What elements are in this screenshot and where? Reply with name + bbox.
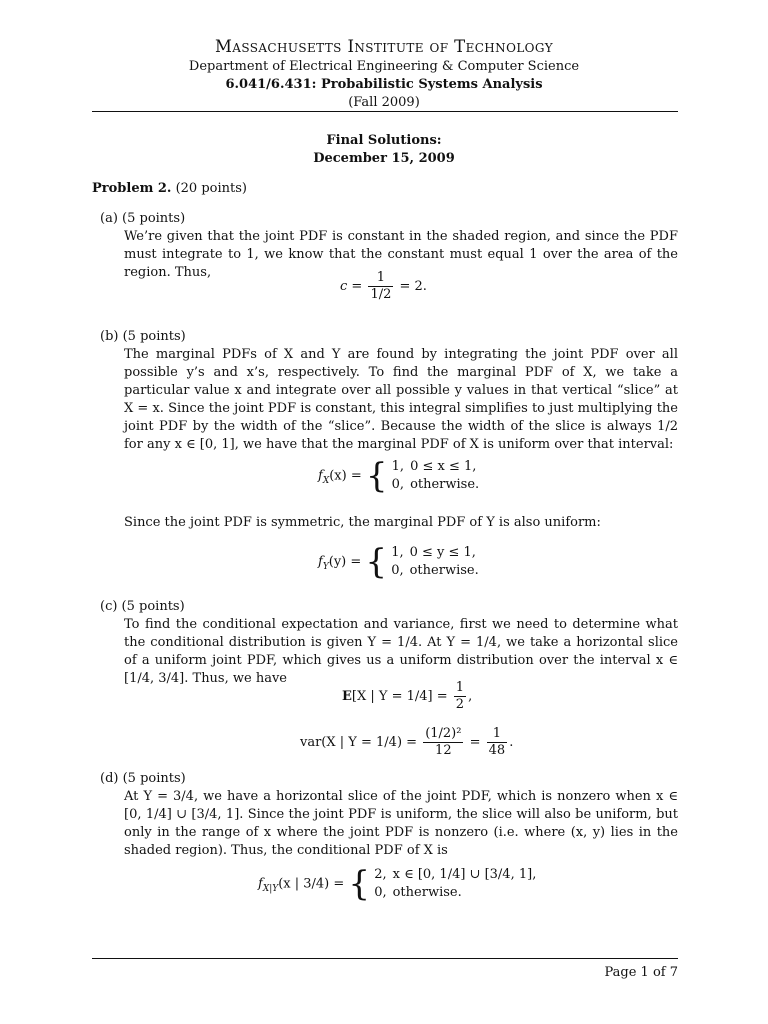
numerator: 1 bbox=[487, 726, 508, 743]
page-header bbox=[0, 38, 768, 112]
eq-rhs: = 2. bbox=[399, 279, 427, 294]
case-value: 2, bbox=[374, 867, 387, 882]
case-condition: x ∈ [0, 1/4] ∪ [3/4, 1], bbox=[392, 867, 537, 882]
eq-lhs: c = bbox=[340, 279, 363, 294]
department-name: Department of Electrical Engineering & Computer Science bbox=[188, 59, 580, 74]
problem-heading bbox=[92, 180, 247, 198]
part-text: At Y = 3/4, we have a horizontal slice of the joint PDF, which is nonzero when x ∈ [0, 1/4] ∪ [3/4, 1]. Since the joint PDF is uniform, the slice will also be uniform, but only in the range of x where the joint PDF is nonzero (i.e. where (x, y) lies in the shaded region). Thus, the conditional PDF of X is bbox=[124, 789, 678, 858]
equation-c1 bbox=[342, 680, 472, 713]
part-label: (c) (5 points) bbox=[100, 599, 185, 614]
case-value: 1, bbox=[391, 459, 405, 474]
numerator: 1 bbox=[455, 680, 465, 695]
left-brace: { bbox=[365, 456, 388, 496]
part-label: (b) (5 points) bbox=[100, 329, 186, 344]
eq-sub: X|Y bbox=[262, 884, 279, 895]
part-label: (d) (5 points) bbox=[100, 771, 186, 786]
eq-arg: (x | 3/4) = bbox=[278, 876, 345, 892]
case-condition: otherwise. bbox=[410, 477, 480, 492]
case-value: 0, bbox=[391, 477, 405, 492]
denominator: 12 bbox=[435, 743, 452, 758]
part-text: Since the joint PDF is symmetric, the marginal PDF of Y is also uniform: bbox=[124, 515, 601, 530]
eq-tail: . bbox=[509, 735, 514, 750]
part-b bbox=[100, 328, 678, 454]
denominator: 2 bbox=[455, 697, 465, 712]
cases-table bbox=[391, 544, 485, 580]
case-value: 0, bbox=[391, 563, 404, 578]
equation-b1 bbox=[318, 458, 485, 494]
institution-name: Massachusetts Institute of Technology bbox=[214, 37, 554, 56]
case-condition: otherwise. bbox=[409, 563, 479, 578]
case-condition: otherwise. bbox=[392, 885, 462, 900]
doc-title: Final Solutions: bbox=[326, 133, 442, 148]
problem-label: Problem 2. bbox=[92, 181, 172, 196]
equation-a bbox=[340, 270, 427, 303]
fraction bbox=[454, 680, 466, 713]
case-condition: 0 ≤ y ≤ 1, bbox=[409, 545, 476, 560]
header-rule bbox=[92, 111, 678, 112]
eq-lhs: var(X | Y = 1/4) = bbox=[300, 735, 418, 750]
eq-lhs: [X | Y = 1/4] = bbox=[351, 689, 448, 704]
course-title: 6.041/6.431: Probabilistic Systems Analysis bbox=[225, 77, 543, 92]
part-c bbox=[100, 598, 678, 688]
left-brace: { bbox=[348, 864, 371, 904]
fraction bbox=[423, 726, 463, 759]
equation-c2 bbox=[300, 726, 513, 759]
fraction bbox=[487, 726, 508, 759]
term: (Fall 2009) bbox=[348, 95, 420, 110]
numerator: 1 bbox=[368, 270, 393, 287]
case-condition: 0 ≤ x ≤ 1, bbox=[410, 459, 477, 474]
part-b-text2 bbox=[124, 514, 678, 532]
page-number: Page 1 of 7 bbox=[604, 965, 678, 980]
part-d bbox=[100, 770, 678, 860]
equals-sign: = bbox=[469, 735, 481, 750]
part-text: To find the conditional expectation and variance, first we need to determine what the conditional distribution is given Y = 1/4. At Y = 1/4, we take a horizontal slice of a uniform joint PDF, which gives us a uniform distribution over the interval x ∈ [1/4, 3/4]. Thus, we have bbox=[124, 617, 678, 686]
fraction bbox=[368, 270, 393, 303]
eq-arg: (x) = bbox=[329, 468, 362, 484]
part-text: The marginal PDFs of X and Y are found by integrating the joint PDF over all possible y’s and x’s, respectively. To find the marginal PDF of X, we take a particular value x and integrate over all possible y values in that vertical “slice” at X = x. Since the joint PDF is constant, this integral simplifies to just multiplying the joint PDF by the width of the “slice”. Because the width of the slice is always 1/2 for any x ∈ [0, 1], we have that the marginal PDF of X is uniform over that interval: bbox=[124, 347, 678, 452]
denominator: 48 bbox=[488, 743, 506, 758]
left-brace: { bbox=[365, 542, 388, 582]
part-text: We’re given that the joint PDF is constant in the shaded region, and since the PDF must integrate to 1, we know that the constant must equal 1 over the area of the region. Thus, bbox=[124, 229, 678, 280]
eq-func: f bbox=[318, 554, 323, 570]
eq-expectation: E bbox=[342, 689, 352, 704]
equation-b2 bbox=[318, 544, 485, 580]
numerator: (1/2)² bbox=[425, 726, 462, 741]
eq-arg: (y) = bbox=[328, 554, 362, 570]
part-label: (a) (5 points) bbox=[100, 211, 186, 226]
eq-tail: , bbox=[468, 689, 473, 704]
equation-d bbox=[258, 866, 542, 902]
denominator: 1/2 bbox=[370, 287, 392, 302]
eq-func: f bbox=[258, 876, 263, 892]
case-value: 0, bbox=[374, 885, 387, 900]
problem-points: (20 points) bbox=[175, 181, 247, 196]
cases-table bbox=[374, 866, 542, 902]
eq-sub: Y bbox=[322, 562, 329, 573]
eq-sub: X bbox=[322, 476, 330, 487]
case-value: 1, bbox=[391, 545, 404, 560]
doc-date: December 15, 2009 bbox=[313, 151, 455, 166]
eq-func: f bbox=[318, 468, 323, 484]
cases-table bbox=[392, 458, 486, 494]
footer-rule bbox=[92, 958, 678, 959]
